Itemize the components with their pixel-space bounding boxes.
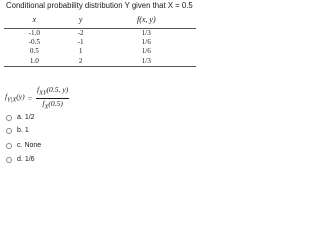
distribution-table (4, 15, 196, 67)
cell-fxy: 1/3 (97, 57, 196, 67)
cell-y: -2 (77, 29, 84, 37)
table-row (4, 47, 196, 56)
option-letter: a. (17, 114, 23, 121)
formula-numerator (36, 85, 69, 98)
formula-equals: = (27, 93, 32, 103)
option-label: 1 (24, 127, 29, 134)
option-label: None (24, 142, 42, 149)
conditional-formula (5, 85, 69, 111)
cell-fxy: 1/6 (141, 38, 151, 47)
formula-lhs-argument: (y) (16, 92, 25, 102)
numerator-symbol: f (36, 85, 40, 94)
radio-button-d[interactable] (6, 157, 12, 163)
formula-denominator (41, 99, 64, 112)
cell-fxy: 1/6 (141, 47, 151, 56)
table-row (4, 57, 196, 67)
answer-option-b[interactable] (6, 127, 29, 134)
column-header-y: y (65, 15, 97, 29)
denominator-argument: (0.5) (48, 98, 63, 108)
table-header-row (4, 15, 196, 29)
cell-y: 1 (78, 47, 83, 56)
radio-button-b[interactable] (6, 128, 12, 134)
denominator-symbol: f (42, 98, 45, 108)
option-letter: c. (17, 142, 23, 149)
formula-lhs-symbol: f (5, 92, 8, 102)
cell-y: -1 (77, 38, 84, 47)
option-letter: b. (17, 127, 23, 134)
table-row (4, 38, 196, 47)
column-header-x: x (4, 15, 65, 29)
cell-x: 1.0 (4, 57, 65, 67)
option-label: 1/2 (24, 114, 35, 121)
table-row (4, 29, 196, 39)
formula-fraction (36, 85, 69, 111)
cell-x: -1.0 (28, 29, 41, 37)
radio-button-c[interactable] (6, 143, 12, 149)
cell-x: 0.5 (29, 47, 39, 56)
cell-fxy: 1/3 (141, 29, 151, 37)
column-header-fxy: f(x, y) (97, 15, 196, 29)
numerator-argument: (0.5, y) (46, 85, 69, 94)
option-letter: d. (17, 156, 23, 163)
formula-lhs-subscript: Y|X (7, 96, 17, 104)
denominator-subscript: X (44, 103, 49, 111)
cell-x: -0.5 (28, 38, 41, 47)
answer-option-a[interactable] (6, 114, 35, 121)
radio-button-a[interactable] (6, 115, 12, 121)
formula-lhs (5, 92, 25, 104)
cell-y: 2 (65, 57, 97, 67)
answer-option-c[interactable] (6, 142, 41, 149)
numerator-subscript: XY (39, 89, 47, 97)
option-label: 1/6 (24, 156, 35, 163)
answer-option-d[interactable] (6, 156, 35, 163)
question-title: Conditional probability distribution Y given that X = 0.5 (6, 1, 193, 10)
